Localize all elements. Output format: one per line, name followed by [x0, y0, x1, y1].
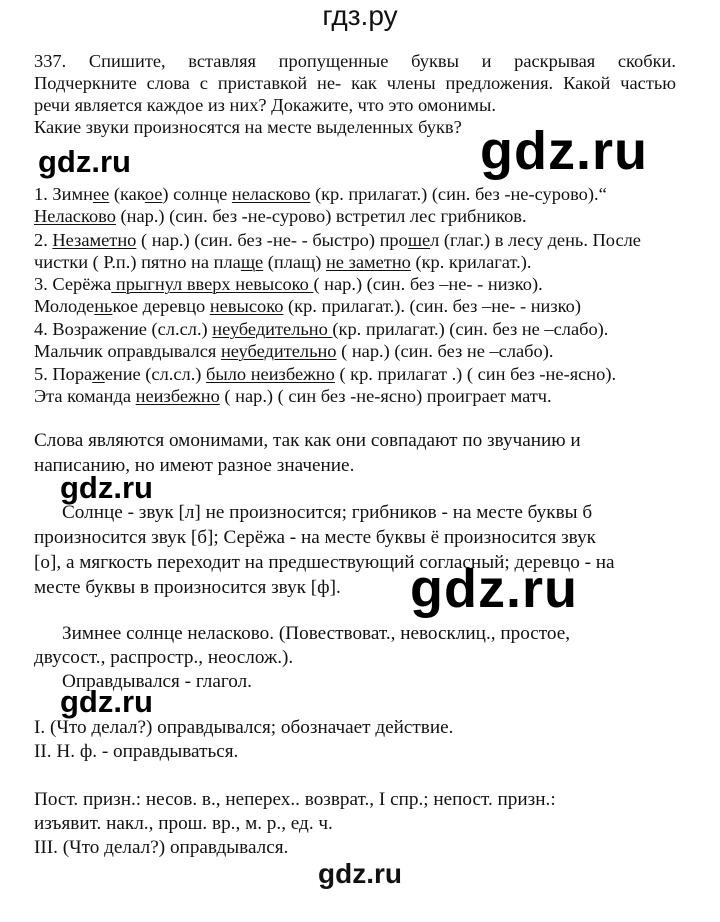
parsing-line-7: изъявит. накл., прош. вр., м. р., ед. ч.	[34, 813, 333, 834]
sentence-5-line-1: 5. Поражение (сл.сл.) было неизбежно ( кр. прилагат .) ( син без -не-ясно).	[34, 364, 617, 384]
task-line-1: 337. Спишите, вставляя пропущенные буквы и раскрывая скобки.	[34, 51, 676, 71]
parsing-line-3: Оправдывался - глагол.	[62, 671, 252, 692]
task-line-4: Какие звуки произносятся на месте выделенных букв?	[34, 117, 462, 137]
watermark-2: gdz.ru	[480, 121, 648, 181]
sounds-line-2: произносится звук [б]; Серёжа - на месте буквы ё произносится звук	[34, 527, 596, 548]
sentence-2-line-1: 2. Незаметно ( нар.) (син. без -не- - быстро) прошел (глаг.) в лесу день. После	[34, 230, 641, 250]
sentence-2-line-2: чистки ( Р.п.) пятно на плаще (плащ) не заметно (кр. крилагат.).	[34, 252, 532, 272]
parsing-line-8: III. (Что делал?) оправдывался.	[34, 837, 289, 858]
parsing-line-6: Пост. призн.: несов. в., неперех.. возврат., I спр.; непост. призн.:	[34, 789, 556, 810]
sentence-3-line-2: Молоденькое деревцо невысоко (кр. прилагат.). (син. без –не- - низко)	[34, 296, 581, 316]
sentence-5-line-2: Эта команда неизбежно ( нар.) ( син без -не-ясно) проиграет матч.	[34, 386, 552, 406]
watermark-3: gdz.ru	[60, 470, 153, 505]
parsing-line-5: II. Н. ф. - оправдываться.	[34, 741, 239, 762]
site-header[interactable]: гдз.ру	[322, 0, 398, 31]
task-line-2: Подчеркните слова с приставкой не- как члены предложения. Какой частью	[34, 73, 676, 93]
sounds-line-1: Солнце - звук [л] не произносится; грибников - на месте буквы б	[62, 502, 593, 523]
homonyms-line-1: Слова являются омонимами, так как они совпадают по звучанию и	[34, 430, 581, 451]
sentence-1-line-2: Неласково (нар.) (син. без -не-сурово) встретил лес грибников.	[34, 206, 527, 226]
watermark-4: gdz.ru	[410, 559, 578, 619]
task-line-3: речи является каждое из них? Докажите, что это омонимы.	[34, 95, 496, 115]
parsing-line-1: Зимнее солнце неласково. (Повествоват., невосклиц., простое,	[62, 623, 571, 644]
sentence-4-line-1: 4. Возражение (сл.сл.) неубедительно (кр. прилагат.) (син. без не –слабо).	[34, 319, 609, 339]
sounds-line-4: месте буквы в произносится звук [ф].	[34, 577, 341, 598]
parsing-line-2: двусост., распростр., неослож.).	[34, 647, 294, 668]
homonyms-line-2: написанию, но имеют разное значение.	[34, 455, 355, 476]
parsing-line-4: I. (Что делал?) оправдывался; обозначает действие.	[34, 717, 454, 738]
watermark-1: gdz.ru	[38, 144, 131, 179]
sentence-1-line-1: 1. Зимнее (какое) солнце неласково (кр. прилагат.) (син. без -не-сурово).“	[34, 184, 607, 204]
sentence-3-line-1: 3. Серёжа прыгнул вверх невысоко ( нар.) (син. без –не- - низко).	[34, 274, 543, 294]
sounds-line-3: [о], а мягкость переходит на предшествующий согласный; деревцо - на	[34, 552, 615, 573]
watermark-5: gdz.ru	[60, 684, 153, 719]
site-footer[interactable]: gdz.ru	[318, 858, 402, 889]
sentence-4-line-2: Мальчик оправдывался неубедительно ( нар.) (син. без не –слабо).	[34, 341, 554, 361]
